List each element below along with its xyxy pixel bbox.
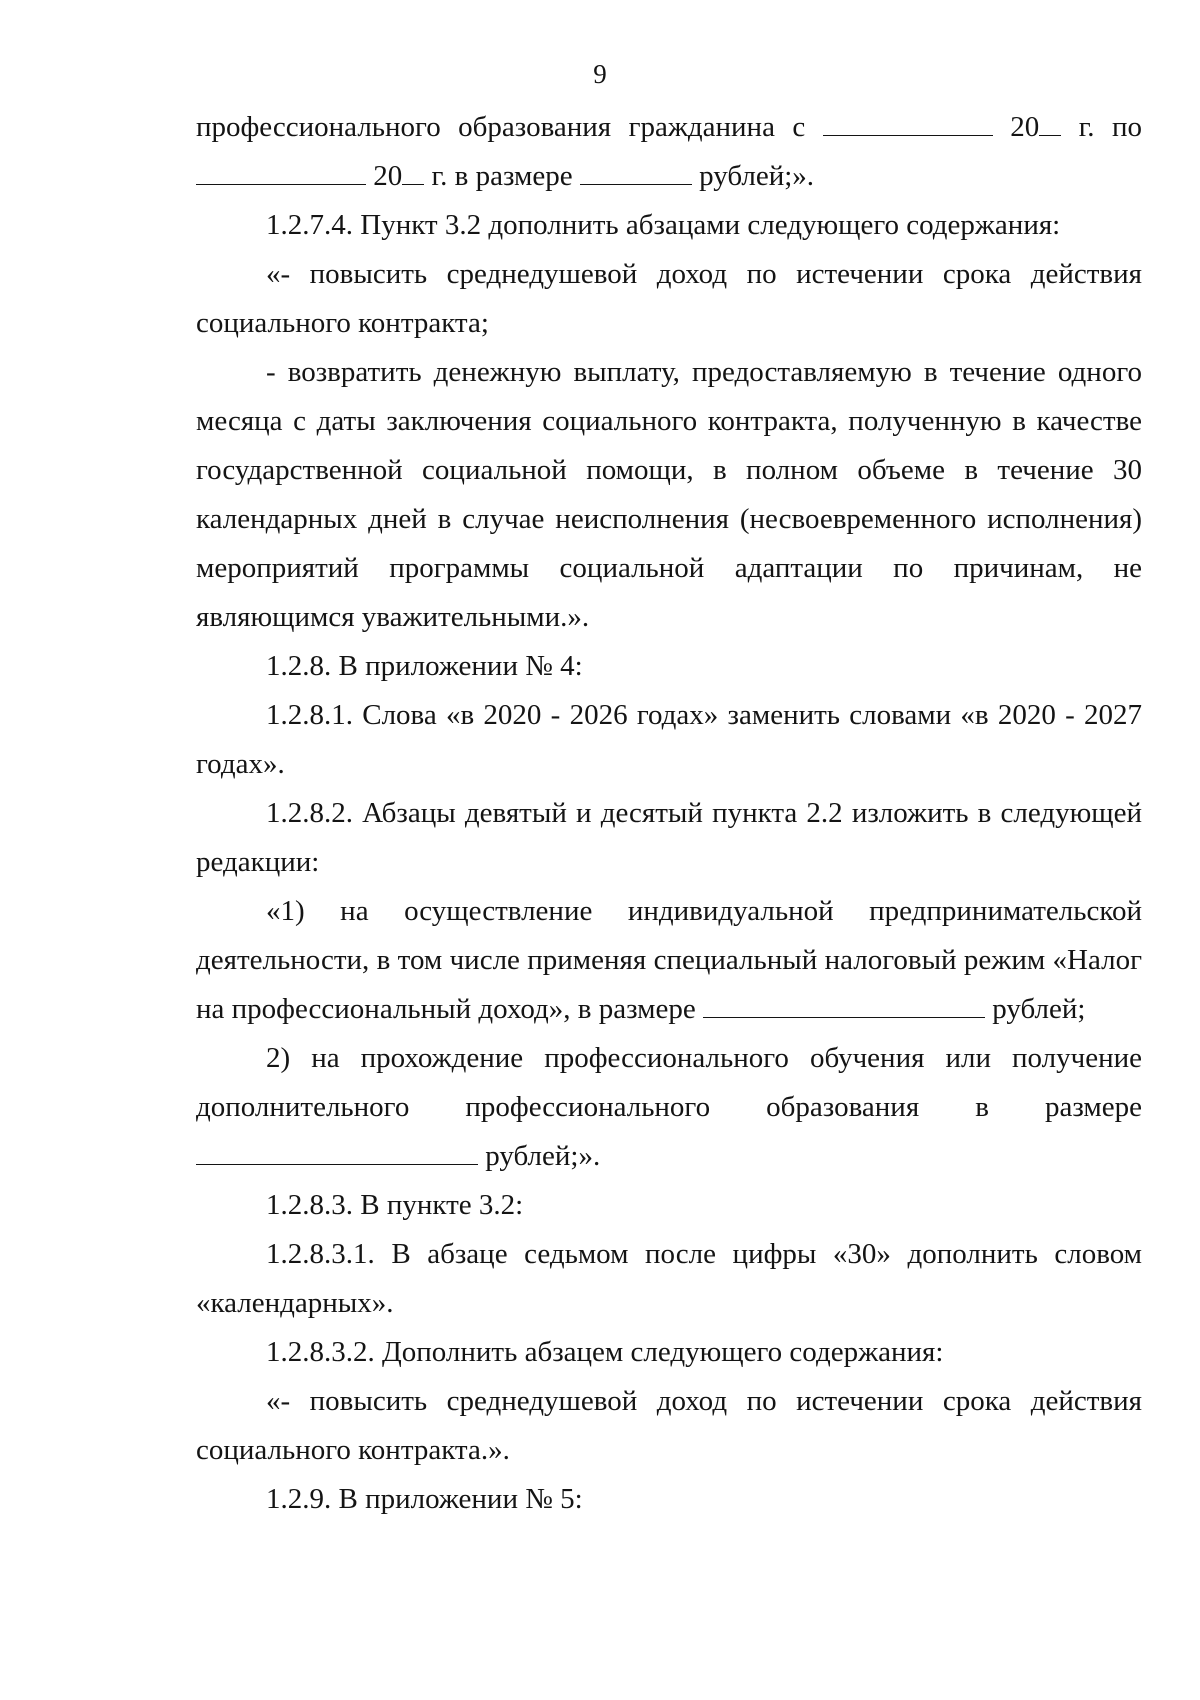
blank-amount	[196, 1134, 478, 1165]
paragraph-dash-1: «- повысить среднедушевой доход по истечении срока действия социального контракта;	[196, 258, 1142, 339]
text-fragment: г. по	[1078, 111, 1143, 143]
paragraph-dash-3: «- повысить среднедушевой доход по истечении срока действия социального контракта.».	[196, 1385, 1142, 1466]
document-body	[196, 103, 1142, 1524]
blank-year-to	[402, 154, 424, 185]
paragraph-1-2-9: 1.2.9. В приложении № 5:	[266, 1483, 583, 1515]
paragraph-dash-2: - возвратить денежную выплату, предоставляемую в течение одного месяца с даты заключения социального контракта, полученную в качестве государственной социальной помощи, в полном объеме в течение 30 календарных дней в случае неисполнения (несвоевременного исполнения) мероприятий программы социальной адаптации по причинам, не являющимся уважительными.».	[196, 356, 1142, 633]
text-fragment: 20	[1010, 111, 1040, 143]
text-fragment: «1) на осуществление индивидуальной предпринимательской деятельности, в том числе применяя специальный налоговый режим «Налог на профессиональный доход», в размере	[196, 895, 1142, 1025]
page-number: 9	[593, 59, 607, 89]
text-fragment: рублей;».	[485, 1140, 601, 1172]
paragraph-1-2-8-3: 1.2.8.3. В пункте 3.2:	[266, 1189, 524, 1221]
text-fragment: 20	[373, 160, 403, 192]
paragraph-1-2-8: 1.2.8. В приложении № 4:	[266, 650, 583, 682]
blank-amount	[580, 154, 692, 185]
paragraph-1-2-8-2: 1.2.8.2. Абзацы девятый и десятый пункта 2.2 изложить в следующей редакции:	[196, 797, 1142, 878]
text-fragment: 2) на прохождение профессионального обучения или получение дополнительного профессионального образования в размере	[196, 1042, 1142, 1123]
text-fragment: профессионального образования гражданина с	[196, 111, 806, 143]
blank-date-to	[196, 154, 366, 185]
text-fragment: рублей;».	[699, 160, 815, 192]
blank-amount	[703, 987, 985, 1018]
text-fragment: рублей;	[992, 993, 1086, 1025]
paragraph-item-1	[196, 887, 1142, 1034]
paragraph-1-2-7-4: 1.2.7.4. Пункт 3.2 дополнить абзацами следующего содержания:	[266, 209, 1061, 241]
paragraph-continuation-line1	[196, 103, 1142, 152]
blank-year-from	[1039, 105, 1061, 136]
text-fragment: г. в размере	[431, 160, 573, 192]
paragraph-continuation-line2	[196, 152, 1142, 201]
blank-date-from	[823, 105, 993, 136]
paragraph-1-2-8-3-2: 1.2.8.3.2. Дополнить абзацем следующего содержания:	[266, 1336, 944, 1368]
paragraph-1-2-8-1: 1.2.8.1. Слова «в 2020 - 2026 годах» заменить словами «в 2020 - 2027 годах».	[196, 699, 1142, 780]
paragraph-1-2-8-3-1: 1.2.8.3.1. В абзаце седьмом после цифры «30» дополнить словом «календарных».	[196, 1238, 1142, 1319]
paragraph-item-2	[196, 1034, 1142, 1181]
